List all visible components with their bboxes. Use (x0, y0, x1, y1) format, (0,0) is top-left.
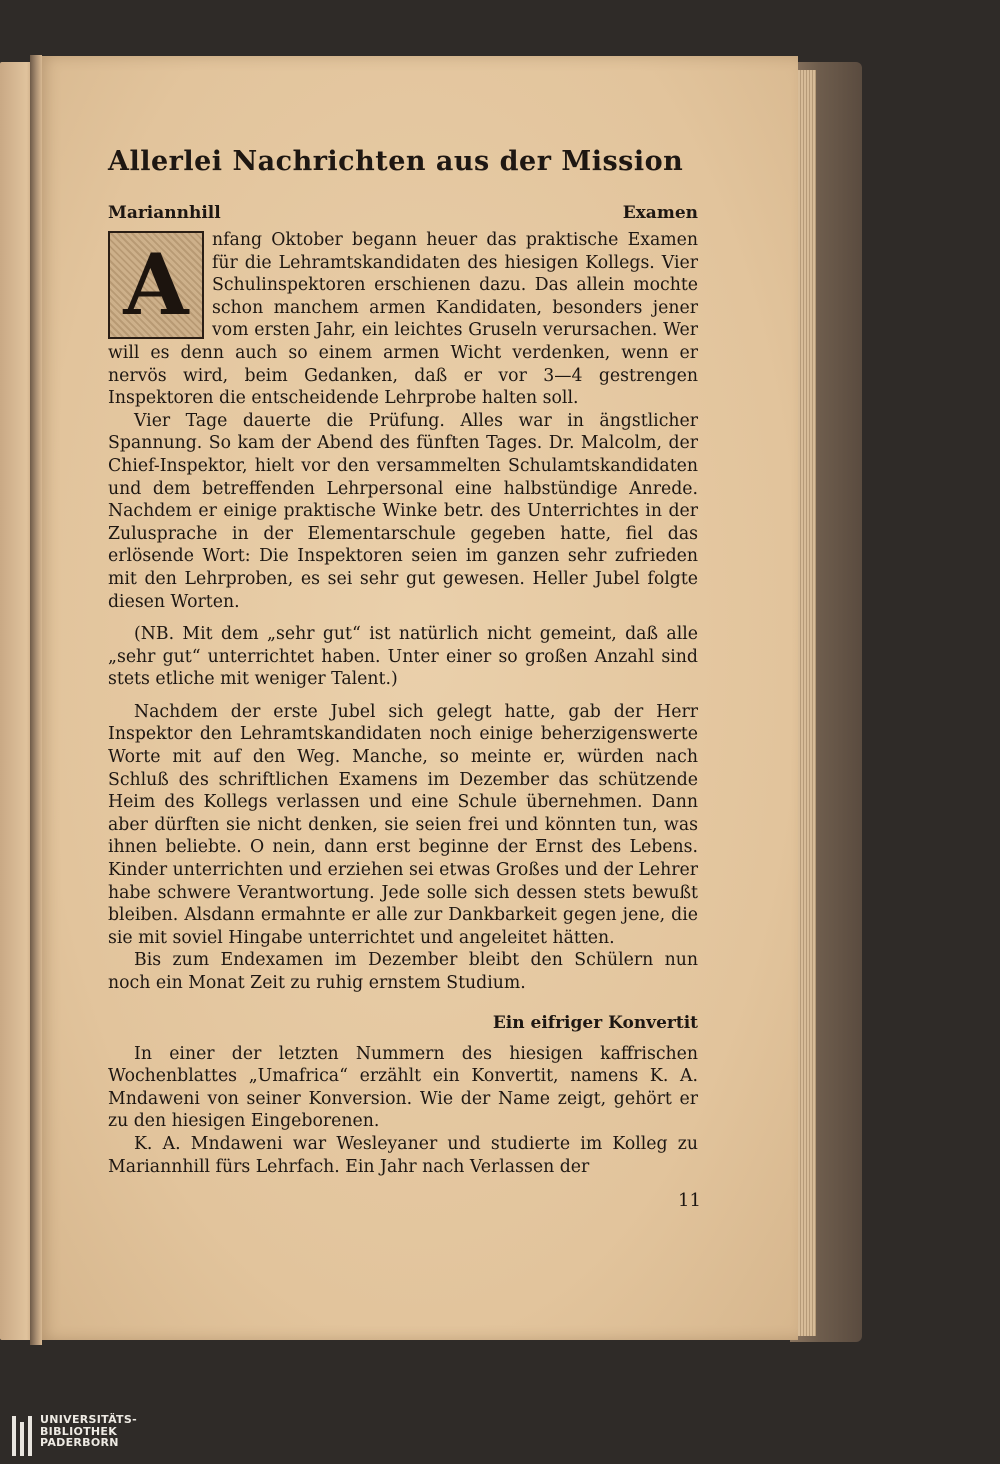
paragraph-5: Bis zum Endexamen im Dezember bleibt den Schülern nun noch ein Monat Zeit zu ruhig ernstem Studium. (108, 950, 698, 993)
paragraph-1-text: nfang Oktober begann heuer das praktische Examen für die Lehramtskandidaten des hiesigen Kollegs. Vier Schulinspektoren erschienen dazu. Das allein mochte schon manchem armen Kandidaten, besonders jener vom ersten Jahr, ein leichtes Gruseln verursachen. Wer will es denn auch so einem armen Wicht verdenken, wenn er nervös wird, beim Gedanken, daß er vor 3—4 gestrengen Inspektoren die entscheidende Lehrprobe halten soll. (108, 230, 698, 409)
location-heading: Mariannhill (108, 203, 221, 223)
logo-text (40, 1414, 137, 1449)
logo-line-3: PADERBORN (40, 1436, 119, 1449)
logo-bars-icon (12, 1416, 32, 1456)
logo-line-2: BIBLIOTHEK (40, 1424, 118, 1438)
logo-line-1: UNIVERSITÄTS- (40, 1413, 137, 1426)
library-logo (12, 1414, 137, 1456)
drop-cap-letter: A (123, 235, 189, 334)
book-page (38, 56, 798, 1340)
book-gutter (30, 55, 42, 1345)
page-title: Allerlei Nachrichten aus der Mission (108, 146, 684, 177)
page-number: 11 (678, 1190, 701, 1211)
subheading: Ein eifriger Konvertit (492, 1012, 698, 1033)
drop-cap-ornament (108, 231, 204, 339)
paragraph-1 (108, 229, 698, 410)
paragraph-4: Nachdem der erste Jubel sich gelegt hatte, gab der Herr Inspektor den Lehramtskandidaten noch einige beherzigenswerte Worte mit auf den Weg. Manche, so meinte er, würden nach Schluß des schriftlichen Examens im Dezember das schützende Heim des Kollegs verlassen und eine Schule übernehmen. Dann aber dürften sie nicht denken, sie seien frei und könnten tun, was ihnen beliebte. O nein, dann erst beginne der Ernst des Lebens. Kinder unterrichten und erziehen sei etwas Großes und der Lehrer habe schwere Verantwortung. Jede solle sich dessen stets bewußt bleiben. Alsdann ermahnte er alle zur Dankbarkeit gegen jene, die sie mit soviel Hingabe unterrichtet und angeleitet hätten. (108, 701, 698, 948)
paragraph-6: In einer der letzten Nummern des hiesigen kaffrischen Wochenblattes „Umafrica“ erzählt ein Konvertit, namens K. A. Mndaweni von seiner Konversion. Wie der Name zeigt, gehört er zu den hiesigen Eingeborenen. (108, 1043, 698, 1132)
paragraph-3: (NB. Mit dem „sehr gut“ ist natürlich nicht gemeint, daß alle „sehr gut“ unterrichtet haben. Unter einer so großen Anzahl sind stets etliche mit weniger Talent.) (108, 624, 698, 690)
paragraph-2: Vier Tage dauerte die Prüfung. Alles war in ängstlicher Spannung. So kam der Abend des fünften Tages. Dr. Malcolm, der Chief-Inspektor, hielt vor den versammelten Schulamtskandidaten und dem betreffenden Lehrpersonal eine halbstündige Anrede. Nachdem er einige praktische Winke betr. des Unterrichtes in der Zulusprache in der Elementarschule gegeben hatte, fiel das erlösende Wort: Die Inspektoren seien im ganzen sehr zufrieden mit den Lehrproben, es sei sehr gut gewesen. Heller Jubel folgte diesen Worten. (108, 410, 698, 612)
paragraph-7: K. A. Mndaweni war Wesleyaner und studierte im Kolleg zu Mariannhill fürs Lehrfach. Ein Jahr nach Verlassen der (108, 1133, 698, 1177)
section-title: Examen (622, 203, 698, 223)
page-content (108, 146, 698, 1178)
section-header (108, 203, 698, 223)
